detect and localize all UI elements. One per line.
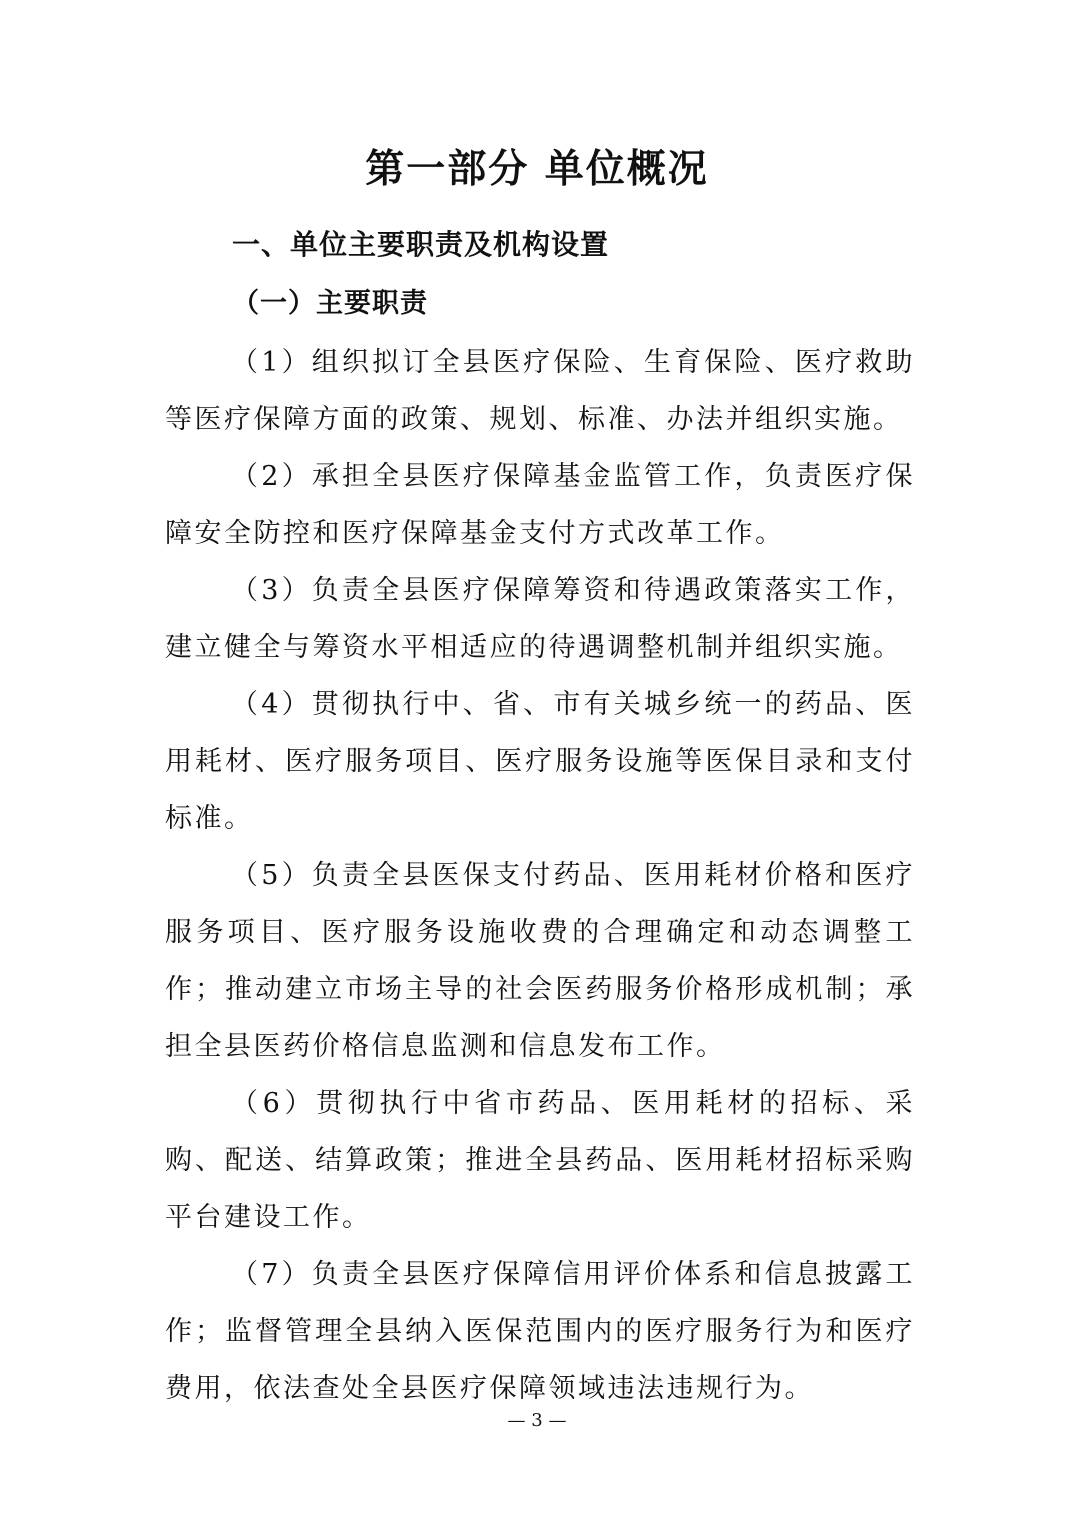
responsibility-paragraph-7: （7）负责全县医疗保障信用评价体系和信息披露工作；监督管理全县纳入医保范围内的医疗服务行为和医疗费用，依法查处全县医疗保障领域违法违规行为。 (165, 1259, 915, 1404)
subsection-heading: （一）主要职责 (232, 288, 428, 319)
page-number: — 3 — (507, 1410, 567, 1431)
responsibilities-list (165, 334, 915, 1417)
responsibility-paragraph-1: （1）组织拟订全县医疗保险、生育保险、医疗救助等医疗保障方面的政策、规划、标准、办法并组织实施。 (165, 347, 915, 435)
page-title: 第一部分 单位概况 (365, 147, 709, 192)
responsibility-paragraph-4: （4）贯彻执行中、省、市有关城乡统一的药品、医用耗材、医疗服务项目、医疗服务设施等医保目录和支付标准。 (165, 689, 915, 834)
responsibility-paragraph-2: （2）承担全县医疗保障基金监管工作，负责医疗保障安全防控和医疗保障基金支付方式改革工作。 (165, 461, 915, 549)
responsibility-paragraph-3: （3）负责全县医疗保障筹资和待遇政策落实工作，建立健全与筹资水平相适应的待遇调整机制并组织实施。 (165, 575, 915, 663)
responsibility-paragraph-6: （6）贯彻执行中省市药品、医用耗材的招标、采购、配送、结算政策；推进全县药品、医用耗材招标采购平台建设工作。 (165, 1088, 915, 1233)
responsibility-paragraph-5: （5）负责全县医保支付药品、医用耗材价格和医疗服务项目、医疗服务设施收费的合理确定和动态调整工作；推动建立市场主导的社会医药服务价格形成机制；承担全县医药价格信息监测和信息发布工作。 (165, 860, 915, 1062)
section-heading: 一、单位主要职责及机构设置 (232, 228, 610, 261)
